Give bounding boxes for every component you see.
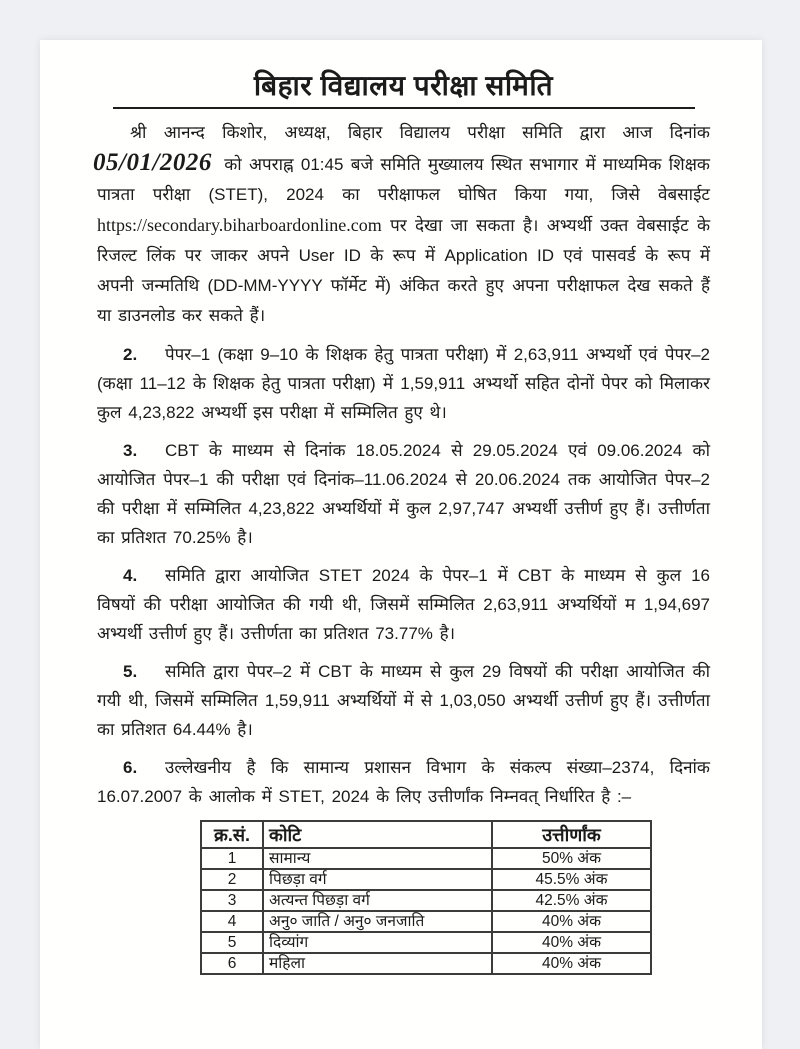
paragraph-4-text: समिति द्वारा आयोजित STET 2024 के पेपर–1 में CBT के माध्यम से कुल 16 विषयों की परीक्षा आयोजित की गयी थी, जिसमें सम्मिलित 2,63,911 अभ्यर्थियों म 1,94,697 अभ्यर्थी उत्तीर्ण हुए हैं। उत्तीर्णता का प्रतिशत 73.77% है। bbox=[97, 566, 710, 643]
result-website-url: https://secondary.biharboardonline.com bbox=[97, 215, 382, 235]
cell-marks: 42.5% अंक bbox=[492, 890, 651, 911]
table-row bbox=[201, 869, 651, 890]
paragraph-5 bbox=[97, 657, 710, 744]
cell-marks: 40% अंक bbox=[492, 932, 651, 953]
header-passing-marks: उत्तीर्णांक bbox=[492, 821, 651, 848]
table-row bbox=[201, 848, 651, 869]
paragraph-5-number: 5. bbox=[123, 662, 138, 681]
paragraph-4-number: 4. bbox=[123, 566, 138, 585]
paragraph-2 bbox=[97, 340, 710, 427]
cell-serial: 4 bbox=[201, 911, 263, 932]
paragraph-4 bbox=[97, 561, 710, 648]
cell-serial: 3 bbox=[201, 890, 263, 911]
paragraph-3 bbox=[97, 436, 710, 552]
date-stamp: 05/01/2026 bbox=[93, 149, 212, 176]
cell-marks: 40% अंक bbox=[492, 953, 651, 974]
header-category: कोटि bbox=[263, 821, 492, 848]
title-underline bbox=[113, 107, 695, 109]
cell-marks: 40% अंक bbox=[492, 911, 651, 932]
cell-category: दिव्यांग bbox=[263, 932, 492, 953]
cell-category: अत्यन्त पिछड़ा वर्ग bbox=[263, 890, 492, 911]
document-content bbox=[40, 40, 762, 975]
table-row bbox=[201, 911, 651, 932]
cell-serial: 2 bbox=[201, 869, 263, 890]
table-row bbox=[201, 932, 651, 953]
cell-marks: 45.5% अंक bbox=[492, 869, 651, 890]
table-row bbox=[201, 890, 651, 911]
paragraph-3-number: 3. bbox=[123, 441, 138, 460]
cell-serial: 6 bbox=[201, 953, 263, 974]
intro-line-1: श्री आनन्द किशोर, अध्यक्ष, बिहार विद्यालय परीक्षा समिति द्वारा आज दिनांक bbox=[130, 123, 710, 142]
cell-marks: 50% अंक bbox=[492, 848, 651, 869]
paragraph-6-number: 6. bbox=[123, 758, 138, 777]
cell-serial: 1 bbox=[201, 848, 263, 869]
document-page bbox=[40, 40, 762, 1049]
paragraph-3-text: CBT के माध्यम से दिनांक 18.05.2024 से 29.05.2024 एवं 09.06.2024 को आयोजित पेपर–1 की परीक्षा एवं दिनांक–11.06.2024 से 20.06.2024 तक आयोजित पेपर–2 की परीक्षा में सम्मिलित 4,23,822 अभ्यर्थियों में कुल 2,97,747 अभ्यर्थी उत्तीर्ण हुए हैं। उत्तीर्णता का प्रतिशत 70.25% है। bbox=[97, 441, 710, 547]
paragraph-2-number: 2. bbox=[123, 345, 138, 364]
cell-category: अनु० जाति / अनु० जनजाति bbox=[263, 911, 492, 932]
intro-text-after-date: को अपराह्न 01:45 बजे समिति मुख्यालय स्थित सभागार में माध्यमिक शिक्षक पात्रता परीक्षा (STET), 2024 का परीक्षाफल घोषित किया गया, जिसे वेबसाईट bbox=[97, 155, 710, 204]
cell-serial: 5 bbox=[201, 932, 263, 953]
paragraph-6 bbox=[97, 753, 710, 811]
cell-category: महिला bbox=[263, 953, 492, 974]
intro-paragraph bbox=[93, 118, 711, 331]
header-serial-number: क्र.सं. bbox=[201, 821, 263, 848]
passing-marks-table bbox=[200, 820, 652, 975]
table-row bbox=[201, 953, 651, 974]
paragraph-5-text: समिति द्वारा पेपर–2 में CBT के माध्यम से कुल 29 विषयों की परीक्षा आयोजित की गयी थी, जिसमें सम्मिलित 1,59,911 अभ्यर्थियों में से 1,03,050 अभ्यर्थी उत्तीर्ण हुए हैं। उत्तीर्णता का प्रतिशत 64.44% है। bbox=[97, 662, 710, 739]
cell-category: सामान्य bbox=[263, 848, 492, 869]
paragraph-6-text: उल्लेखनीय है कि सामान्य प्रशासन विभाग के संकल्प संख्या–2374, दिनांक 16.07.2007 के आलोक में STET, 2024 के लिए उत्तीर्णांक निम्नवत् निर्धारित है :– bbox=[97, 758, 710, 806]
paragraph-2-text: पेपर–1 (कक्षा 9–10 के शिक्षक हेतु पात्रता परीक्षा) में 2,63,911 अभ्यर्थो एवं पेपर–2 (कक्षा 11–12 के शिक्षक हेतु पात्रता परीक्षा) में 1,59,911 अभ्यर्थो सहित दोनों पेपर को मिलाकर कुल 4,23,822 अभ्यर्थी इस परीक्षा में सम्मिलित हुए थे। bbox=[97, 345, 710, 422]
page-title: बिहार विद्यालय परीक्षा समिति bbox=[253, 70, 554, 101]
intro-text-after-url: पर देखा जा सकता है। अभ्यर्थी उक्त वेबसाईट के रिजल्ट लिंक पर जाकर अपने User ID के रूप में Application ID एवं पासवर्ड के रूप में अपनी जन्मतिथि (DD-MM-YYYY फॉर्मेट में) अंकित करते हुए अपना परीक्षाफल देख सकते हैं या डाउनलोड कर सकते हैं। bbox=[97, 216, 711, 325]
table-header-row bbox=[201, 821, 651, 848]
cell-category: पिछड़ा वर्ग bbox=[263, 869, 492, 890]
